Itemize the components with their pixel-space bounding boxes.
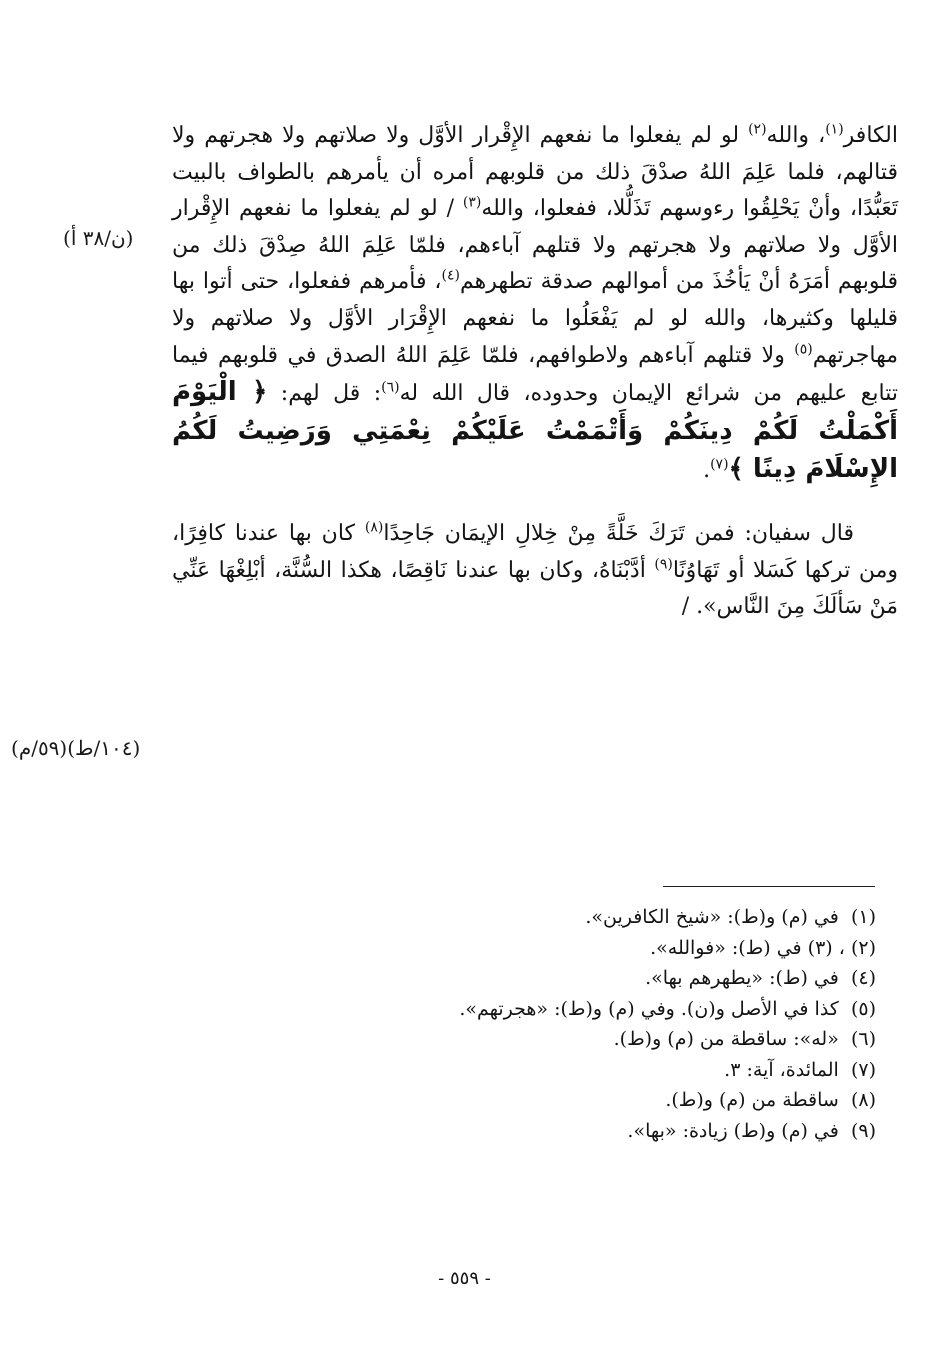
page-number: - ٥٥٩ -	[438, 1268, 491, 1289]
paragraph	[172, 118, 898, 490]
text-run: / لو لم يفعلوا ما نفعهم الإِقْرار الأوَّل ولا صلاتهم ولا هجرتهم ولا قتلهم آباءهم، فلمّا عَلِمَ اللهُ صِدْقَ ذلك من قلوبهم أمَرَهُ أنْ يَأخُذَ من أموالهم صدقة تطهرهم	[172, 196, 898, 295]
footnote-ref[interactable]: (١)	[825, 121, 844, 138]
footnote-text: في (ط): «يطهرهم بها».	[645, 967, 839, 989]
text-run: لو لم يفعلوا ما نفعهم الإِقْرار الأوَّل ولا صلاتهم ولا هجرتهم ولا قتالهم، فلما عَلِمَ اللهُ صدْقَ ذلك من قلوبهم أمره أن يأمرهم بالطواف بالبيت تَعَبُّدًا، وأنْ يَحْلِقُوا رءوسهم تَذَلُّلا، ففعلوا، والله	[172, 123, 899, 222]
main-text	[172, 118, 898, 626]
footnote-item	[200, 994, 876, 1025]
footnote-item	[200, 902, 876, 933]
text-run: أدَّبْنَاهُ، وكان بها عندنا نَاقِصًا، هكذا السُّنَّة، أبْلِغْهَا عَنِّي مَنْ سَألَكَ مِنَ النَّاس». /	[172, 557, 898, 620]
text-run: الكافر	[843, 123, 898, 148]
footnote-number: (٤)	[850, 967, 876, 989]
footnote-item	[200, 1116, 876, 1147]
footnote-text: «له»: ساقطة من (م) و(ط).	[613, 1028, 839, 1050]
margin-note-manuscript-ref: (٥٩/م)(١٠٤/ط)	[11, 736, 141, 760]
text-run: ، والله	[766, 123, 826, 148]
text-run: قال سفيان: فمن تَرَكَ خَلَّةً مِنْ خِلالِ الإيمَان جَاحِدًا	[383, 520, 854, 546]
footnote-text: كذا في الأصل و(ن). وفي (م) و(ط): «هجرتهم».	[459, 997, 839, 1020]
footnote-ref[interactable]: (٢)	[748, 121, 767, 138]
footnote-number: (٧)	[850, 1058, 876, 1081]
footnote-number: (٥)	[850, 997, 876, 1020]
quran-verse: ﴿ الْيَوْمَ أَكْمَلْتُ لَكُمْ دِينَكُمْ وَأَتْمَمْتُ عَلَيْكُمْ نِعْمَتِي وَرَضِيتُ لَكُمُ الإِسْلَامَ دِينًا ﴾	[172, 377, 898, 485]
footnote-text: ، (٣) في (ط): «فوالله».	[650, 936, 845, 959]
text-run: كان بها عندنا كافِرًا، ومن تركها كَسَلا أو تَهَاوُنًا	[172, 520, 898, 583]
text-run: : قل لهم:	[267, 381, 382, 407]
text-run: .	[703, 458, 711, 484]
footnote-ref[interactable]: (٧)	[710, 457, 729, 474]
footnote-number: (٢)	[850, 936, 876, 959]
footnote-text: في (م) و(ط): «شيخ الكافرين».	[585, 906, 839, 928]
footnote-ref[interactable]: (٤)	[441, 268, 460, 285]
footnote-ref[interactable]: (٩)	[654, 556, 673, 573]
footnote-text: ساقطة من (م) و(ط).	[665, 1089, 839, 1111]
footnote-item	[200, 1024, 876, 1055]
text-run: ولا قتلهم آباءهم ولاطوافهم، فلمّا عَلِمَ اللهُ الصدق في قلوبهم فيما تتابع عليهم من شرائع الإيمان وحدوده، قال الله له	[172, 342, 899, 407]
footnote-ref[interactable]: (٨)	[364, 519, 384, 536]
footnote-item	[200, 933, 876, 964]
footnote-ref[interactable]: (٦)	[381, 379, 400, 396]
footnote-separator	[663, 886, 875, 887]
footnote-text: في (م) و(ط) زيادة: «بها».	[627, 1119, 839, 1142]
footnote-text: المائدة، آية: ٣.	[724, 1058, 839, 1081]
text-run: ، فأمرهم ففعلوا، حتى أتوا بها قليلها وكثيرها، والله لو لم يَفْعَلُوا ما نفعهم الإِقْرَار الأوَّل ولا صلاتهم ولا مهاجرتهم	[172, 269, 898, 368]
footnote-number: (٨)	[850, 1089, 876, 1111]
footnote-item	[200, 963, 876, 994]
footnote-ref[interactable]: (٥)	[794, 341, 813, 358]
footnotes	[200, 902, 876, 1146]
footnote-number: (١)	[850, 906, 876, 928]
footnote-number: (٦)	[850, 1028, 876, 1050]
footnote-item	[200, 1055, 876, 1086]
margin-note-manuscript-ref: (ن/٣٨ أ)	[63, 226, 134, 250]
paragraph	[172, 516, 898, 626]
footnote-item	[200, 1085, 876, 1116]
footnote-ref[interactable]: (٣)	[462, 194, 482, 211]
footnote-number: (٩)	[850, 1119, 876, 1142]
